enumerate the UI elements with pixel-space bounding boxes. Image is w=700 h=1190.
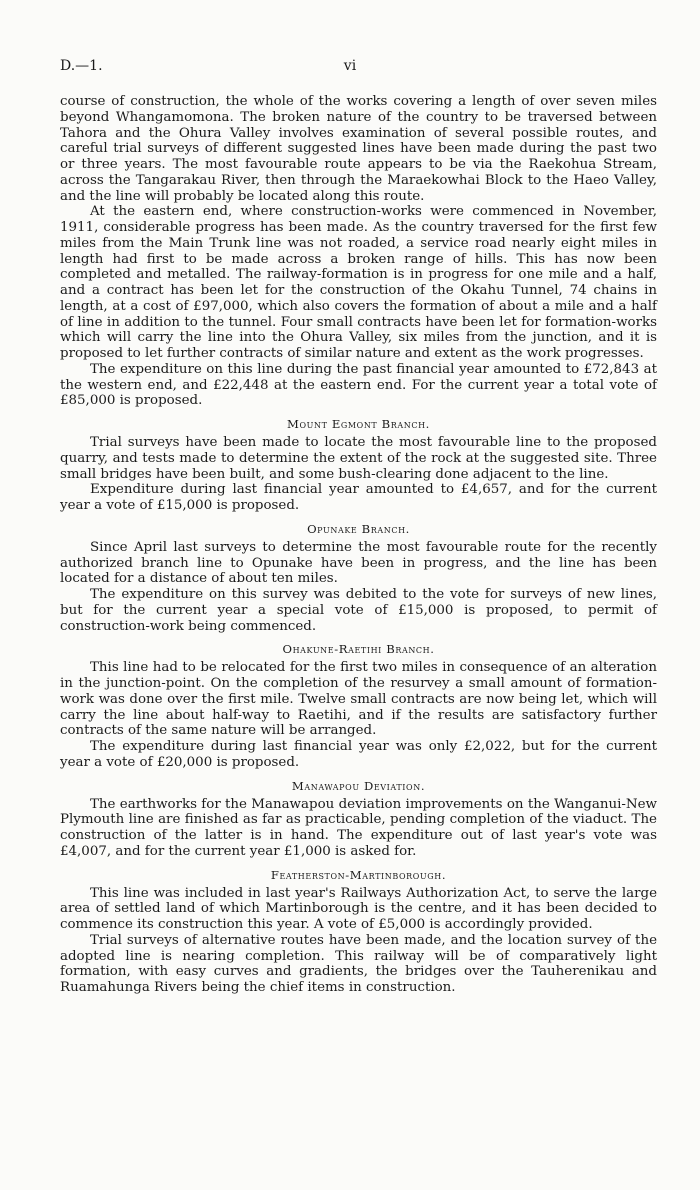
paragraph: course of construction, the whole of the works covering a length of over seven miles beyond Whangamomona. The broken nature of the country to be traversed between Tahora and the Ohura Valley involves examination of several possible routes, and careful trial surveys of different suggested lines have been made during the past two or three years. The most favourable route appears to be via the Raekohua Stream, across the Tangarakau River, then through the Maraekowhai Block to the Haeo Valley, and the line will probably be located along this route. — [60, 94, 657, 204]
paragraph: Expenditure during last financial year amounted to £4,657, and for the current year a vote of £15,000 is proposed. — [60, 482, 657, 513]
paragraph: This line was included in last year's Railways Authorization Act, to serve the large area of settled land of which Martinborough is the centre, and it has been decided to commence its construction this year. A vote of £5,000 is accordingly provided. — [60, 885, 657, 932]
section-heading: Manawapou Deviation. — [291, 778, 426, 793]
paragraph: Since April last surveys to determine the most favourable route for the recently authorized branch line to Opunake have been in progress, and the line has been located for a distance of about ten miles. — [60, 539, 657, 587]
paragraph: This line had to be relocated for the first two miles in consequence of an alteration in the junction-point. On the completion of the resurvey a small amount of formation-work was done over the first mile. Twelve small contracts are now being let, which will carry the line about half-way to Raetihi, and if the results are satisfactory further contracts of the same nature will be arranged. — [60, 660, 657, 739]
paragraph: At the eastern end, where construction-works were commenced in November, 1911, considerable progress has been made. As the country traversed for the first few miles from the Main Trunk line was not roaded, a service road nearly eight miles in length had first to be made across a broken range of hills. This has now been completed and metalled. The railway-formation is in progress for one mile and a half, and a contract has been let for the construction of the Okahu Tunnel, 74 chains in length, at a cost of £97,000, which also covers the formation of about a mile and a half of line in addition to the tunnel. Four small contracts have been let for formation-works which will carry the line into the Ohura Valley, six miles from the junction, and it is proposed to let further contracts of similar nature and extent as the work progresses. — [60, 204, 657, 361]
section — [60, 417, 657, 514]
section-heading: Featherston-Martinborough. — [270, 867, 447, 882]
section — [60, 868, 657, 996]
paragraph: Trial surveys have been made to locate the most favourable line to the proposed quarry, and tests made to determine the extent of the rock at the suggested site. Three small bridges have been built, and some bush-clearing done adjacent to the line. — [60, 435, 657, 482]
section-heading: Opunake Branch. — [307, 521, 410, 536]
page-number: vi — [343, 58, 357, 74]
document-body — [60, 94, 657, 996]
section — [60, 642, 657, 770]
document-reference: D.—1. — [60, 58, 103, 74]
paragraph: The expenditure on this survey was debited to the vote for surveys of new lines, but for the current year a special vote of £15,000 is proposed, to permit of construction-work being commenced. — [60, 587, 657, 634]
paragraph: Trial surveys of alternative routes have been made, and the location survey of the adopted line is nearing completion. This railway will be of comparatively light formation, with easy curves and gradients, the bridges over the Tauherenikau and Ruamahunga Rivers being the chief items in construction. — [60, 932, 657, 995]
section — [60, 779, 657, 860]
paragraph: The earthworks for the Manawapou deviation improvements on the Wanganui-New Plymouth line are finished as far as practicable, pending completion of the viaduct. The construction of the latter is in hand. The expenditure out of last year's vote was £4,007, and for the current year £1,000 is asked for. — [60, 796, 657, 859]
section — [60, 522, 657, 635]
paragraph: The expenditure on this line during the past financial year amounted to £72,843 at the western end, and £22,448 at the eastern end. For the current year a total vote of £85,000 is proposed. — [60, 361, 657, 409]
section — [60, 94, 657, 409]
paragraph: The expenditure during last financial year was only £2,022, but for the current year a vote of £20,000 is proposed. — [60, 739, 657, 770]
section-heading: Ohakune-Raetihi Branch. — [282, 642, 435, 657]
page-header — [60, 58, 640, 78]
section-heading: Mount Egmont Branch. — [287, 417, 430, 431]
